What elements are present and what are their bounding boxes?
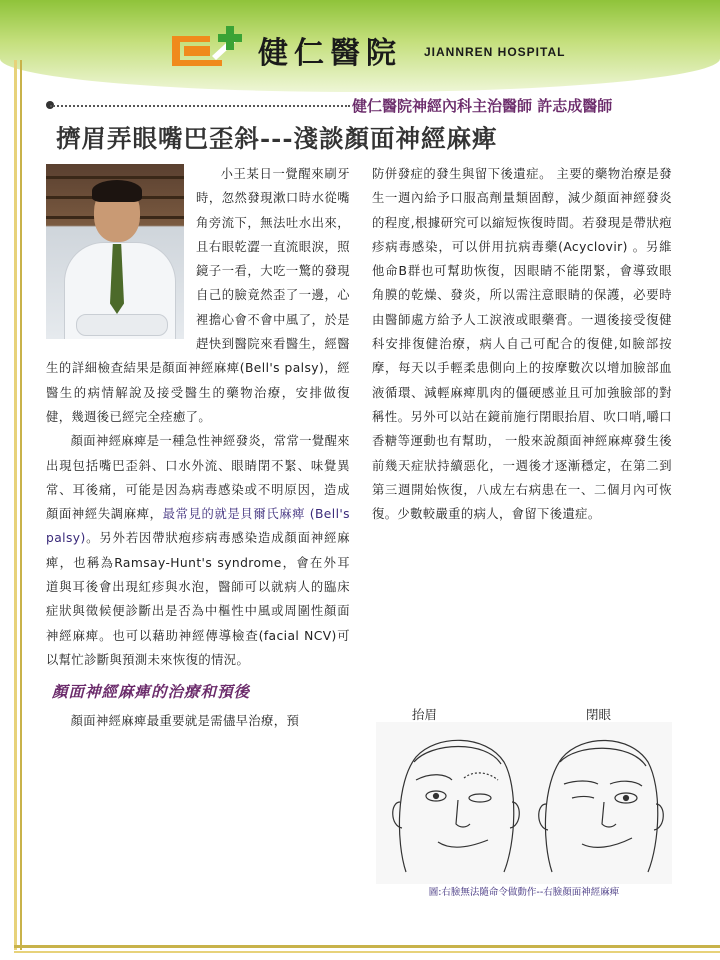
figure-label-raise-brow: 抬眉 xyxy=(412,707,438,722)
highlight-bells-palsy: 最常見的就是貝爾氏麻痺 (Bell's palsy) xyxy=(46,507,350,546)
dotted-leader xyxy=(50,105,350,107)
hospital-name-en: JIANNREN HOSPITAL xyxy=(424,45,566,59)
definition-paragraph: 顏面神經麻痺是一種急性神經發炎，常常一覺醒來出現包括嘴巴歪斜、口水外流、眼睛閉不緊、味覺異常、耳後痛，可能是因為病毒感染或不明原因，造成顏面神經失調麻痺，最常見的就是貝爾氏麻痺 (Bell's palsy)。另外若因帶狀疱疹病毒感染造成顏面神經麻痺，也稱為Ramsay-Hunt's syndrome，會在外耳道與耳後會出現紅疹與水泡，醫師可以就病人的臨床症狀與徵候便診斷出是否為中樞性中風或周圍性顏面神經麻痺。也可以藉助神經傳導檢查(facial NCV)可以幫忙診斷與預測未來恢復的情況。 xyxy=(46,434,350,667)
hospital-logo-icon xyxy=(170,26,244,66)
figure-label-close-eye: 閉眼 xyxy=(586,707,612,722)
bottom-border-rule-inner xyxy=(14,951,720,953)
treatment-paragraph-cont: 防併發症的發生與留下後遺症。 主要的藥物治療是發生一週內給予口服高劑量類固醇，減少顏面神經發炎的程度,根據研究可以縮短恢復時間。若發現是帶狀疱疹病毒感染，可以併用抗病毒藥(Acyclovir) 。另維他命B群也可幫助恢復，因眼睛不能閉緊，會導致眼角膜的乾燥、發炎，所以需注意眼睛的保護，必要時由醫師處方給予人工淚液或眼藥膏。一週後接受復健科安排復健治療，病人自己可配合的復健,如臉部按摩，每天以手輕柔患側向上的按摩數次以增加臉部血液循環、減輕麻痺肌肉的僵硬感並且可加強臉部的對稱性。另外可以站在鏡前施行閉眼抬眉、吹口哨,嚼口香糖等運動也有幫助， 一般來說顏面神經麻痺發生後前幾天症狀持續惡化，一週後才逐漸穩定，在第二到第三週開始恢復，八成左右病患在一、二個月內可恢復。少數較嚴重的病人，會留下後遺症。 xyxy=(372,167,672,522)
left-column xyxy=(46,162,350,733)
intro-paragraph: 小王某日一覺醒來刷牙時，忽然發現漱口時水從嘴角旁流下，無法吐水出來，且右眼乾澀一直流眼淚，照鏡子一看，大吃一驚的發現自己的臉竟然歪了一邊，心裡擔心會不會中風了，於是趕快到醫院來看醫生，經醫生的詳細檢查結果是顏面神經麻痺(Bell's palsy)，經醫生的病情解說及接受醫生的藥物治療，安排做復健，幾週後已經完全痊癒了。 xyxy=(46,167,350,424)
left-border-rule-inner xyxy=(20,60,22,950)
treatment-paragraph-start: 顏面神經麻痺最重要就是需儘早治療，預 xyxy=(70,713,300,728)
figure-caption: 圖:右臉無法隨命令做動作--右臉顏面神經麻痺 xyxy=(428,887,620,898)
section-heading-treatment: 顏面神經麻痺的治療和預後 xyxy=(52,682,251,702)
author-byline: 健仁醫院神經內科主治醫師 許志成醫師 xyxy=(352,97,613,115)
article-title: 擠眉弄眼嘴巴歪斜---淺談顏面神經麻痺 xyxy=(56,124,498,153)
doctor-photo xyxy=(46,164,184,339)
face-left-drawing xyxy=(393,740,520,872)
bottom-border-rule xyxy=(14,945,720,948)
left-border-rule xyxy=(14,60,17,950)
right-column xyxy=(372,162,672,526)
hospital-name-cn: 健仁醫院 xyxy=(258,36,402,71)
face-right-drawing xyxy=(539,740,664,872)
facial-palsy-illustration xyxy=(376,722,672,884)
